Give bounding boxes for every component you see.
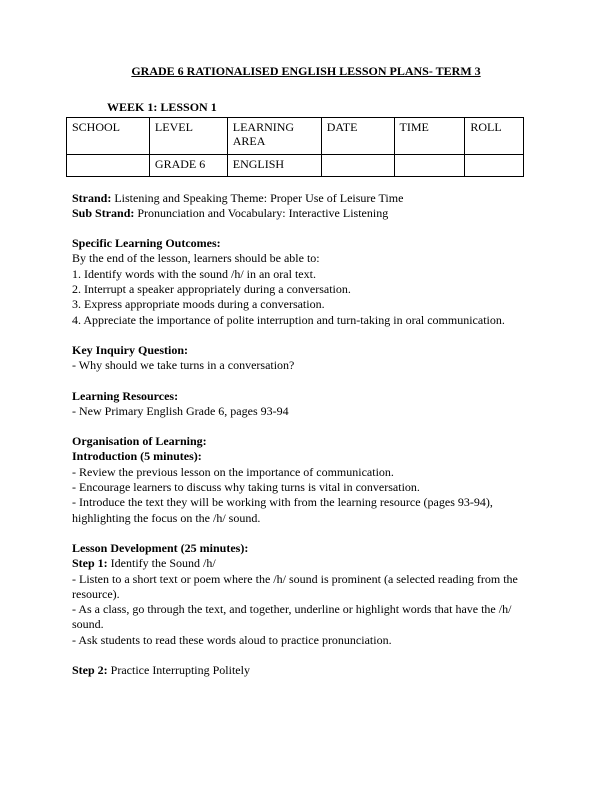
sub-strand-line: [72, 206, 540, 221]
step1-item: - Ask students to read these words aloud to practice pronunciation.: [72, 632, 392, 647]
lesson-development-heading: Lesson Development (25 minutes):: [72, 540, 249, 555]
outcome-item: 2. Interrupt a speaker appropriately during a conversation.: [72, 282, 351, 297]
key-inquiry-heading: Key Inquiry Question:: [72, 342, 189, 357]
step2-label: Step 2:: [72, 663, 108, 678]
header-cell-level: LEVEL: [149, 117, 227, 154]
organisation-section: [72, 434, 540, 526]
strand-section: [72, 191, 540, 222]
lesson-info-table: [66, 117, 524, 177]
step1-item: - As a class, go through the text, and together, underline or highlight words that have the /h/ sound.: [72, 602, 512, 632]
table-value-row: [67, 154, 524, 176]
strand-text: Listening and Speaking Theme: Proper Use of Leisure Time: [111, 190, 404, 205]
value-cell-roll: [465, 154, 524, 176]
key-inquiry-item: - Why should we take turns in a conversation?: [72, 358, 295, 373]
outcome-item: 1. Identify words with the sound /h/ in an oral text.: [72, 266, 316, 281]
learning-resources-section: [72, 389, 540, 420]
outcome-item: 4. Appreciate the importance of polite interruption and turn-taking in oral communication.: [72, 312, 505, 327]
outcome-item: 3. Express appropriate moods during a conversation.: [72, 297, 325, 312]
strand-label: Strand:: [72, 190, 112, 205]
organisation-heading: Organisation of Learning:: [72, 434, 207, 449]
value-cell-school: [67, 154, 150, 176]
step2-section: [72, 663, 540, 678]
step2-text: Practice Interrupting Politely: [107, 663, 250, 678]
header-cell-roll: ROLL: [465, 117, 524, 154]
resources-item: - New Primary English Grade 6, pages 93-94: [72, 403, 289, 418]
step1-label: Step 1:: [72, 556, 108, 571]
key-inquiry-section: [72, 343, 540, 374]
outcomes-intro: By the end of the lesson, learners should be able to:: [72, 251, 320, 266]
sub-strand-label: Sub Strand:: [72, 205, 135, 220]
introduction-heading: Introduction (5 minutes):: [72, 449, 202, 464]
value-cell-time: [394, 154, 465, 176]
strand-line: [72, 191, 540, 206]
header-cell-time: TIME: [394, 117, 465, 154]
introduction-item: - Encourage learners to discuss why taking turns is vital in conversation.: [72, 480, 420, 495]
value-cell-level: GRADE 6: [149, 154, 227, 176]
step1-text: Identify the Sound /h/: [107, 556, 216, 571]
step1-item: - Listen to a short text or poem where the /h/ sound is prominent (a selected reading from the resource).: [72, 571, 518, 601]
step1-line: [72, 556, 540, 571]
sub-strand-text: Pronunciation and Vocabulary: Interactive Listening: [134, 205, 389, 220]
learning-outcomes-section: [72, 236, 540, 328]
outcomes-heading: Specific Learning Outcomes:: [72, 236, 221, 251]
week-heading: WEEK 1: LESSON 1: [107, 100, 217, 115]
lesson-development-section: [72, 541, 540, 648]
resources-heading: Learning Resources:: [72, 388, 179, 403]
header-cell-date: DATE: [321, 117, 394, 154]
header-cell-learning-area: LEARNING AREA: [227, 117, 321, 154]
header-cell-school: SCHOOL: [67, 117, 150, 154]
step2-line: [72, 663, 540, 678]
value-cell-date: [321, 154, 394, 176]
document-title: GRADE 6 RATIONALISED ENGLISH LESSON PLANS- TERM 3: [131, 64, 481, 78]
table-header-row: [67, 117, 524, 154]
value-cell-learning-area: ENGLISH: [227, 154, 321, 176]
introduction-item: - Introduce the text they will be working with from the learning resource (pages 93-94), highlighting the focus on the /h/ sound.: [72, 495, 493, 525]
introduction-item: - Review the previous lesson on the importance of communication.: [72, 464, 394, 479]
